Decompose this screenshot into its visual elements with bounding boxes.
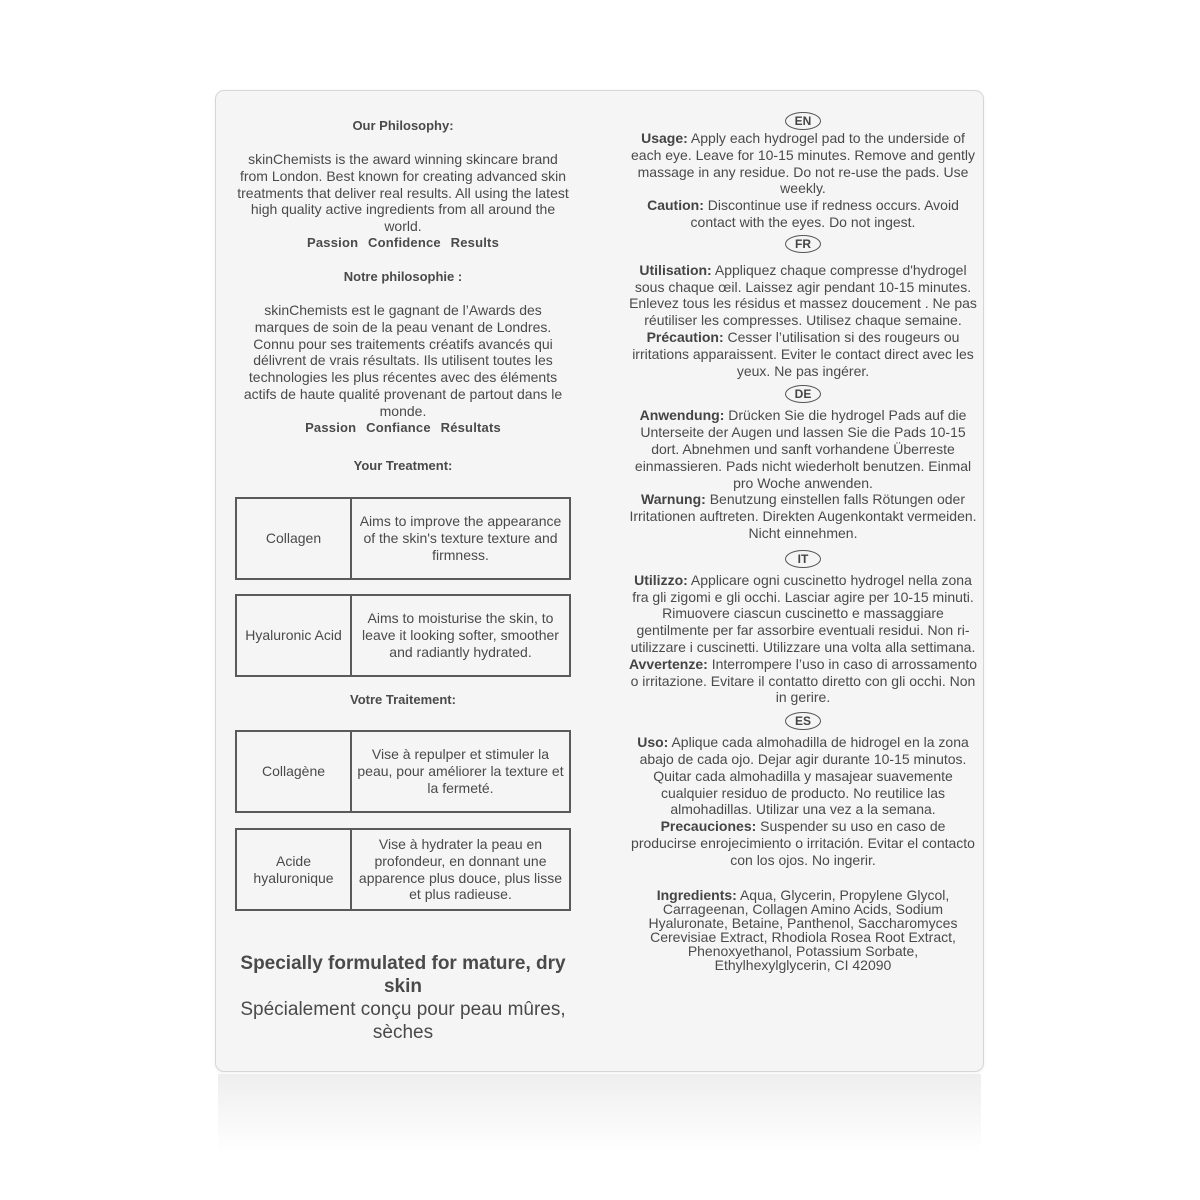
- caution-paragraph: [628, 491, 978, 541]
- usage-label: Usage:: [641, 130, 688, 146]
- usage-text: Applicare ogni cuscinetto hydrogel nella zona fra gli zigomi e gli occhi. Lasciar agire per 10-15 minuti. Rimuovere ciascun cuscinetto e massaggiare gentilmente per far assorbire eventuali residui. Non ri-utilizzare i cuscinetti. Utilizzare una volta alla settimana.: [630, 571, 976, 655]
- instructions-en: [628, 112, 978, 231]
- caution-label: Caution:: [647, 197, 704, 214]
- usage-text: Apply each hydrogel pad to the underside of each eye. Leave for 10-15 minutes. Remove and gently massage in any residue. Do not re-use the pads. Use weekly.: [631, 130, 975, 197]
- ingredients-label: Ingredients:: [656, 887, 737, 904]
- caution-label: Précaution:: [646, 328, 724, 345]
- usage-paragraph: [628, 262, 978, 329]
- ingredient-cell: Hyaluronic Acid: [237, 596, 352, 675]
- treatment-table-row: [235, 497, 571, 580]
- usage-label: Utilisation:: [639, 261, 712, 278]
- caution-label: Warnung:: [641, 491, 706, 508]
- tagline-word: Passion: [306, 234, 359, 250]
- treatment-en-heading: Your Treatment:: [353, 458, 453, 473]
- caution-paragraph: [628, 329, 978, 379]
- philosophy-en-tagline: [236, 235, 570, 251]
- ingredient-cell: Collagen: [237, 499, 352, 578]
- tagline-word: Confiance: [366, 419, 431, 435]
- philosophy-fr-heading: Notre philosophie :: [343, 268, 463, 284]
- usage-label: Uso:: [637, 734, 669, 751]
- language-badge-de: DE: [785, 385, 821, 403]
- usage-text: Appliquez chaque compresse d'hydrogel sous chaque œil. Laissez agir pendant 10-15 minutes. Enlevez tous les résidus et massez doucement . Ne pas réutiliser les compresses. Utilisez chaque semaine.: [629, 261, 977, 329]
- philosophy-fr-text: skinChemists est le gagnant de l’Awards des marques de soin de la peau venant de Londres. Connu pour ses traitements créatifs avancés qui délivrent de vrais résultats. Ils utilisent toutes les technologies les plus récentes avec des éléments actifs de haute qualité provenant de partout dans le monde.: [243, 301, 563, 419]
- instructions-es: [628, 712, 978, 868]
- ingredient-cell: Collagène: [237, 732, 352, 811]
- caution-text: Discontinue use if redness occurs. Avoid contact with the eyes. Do not ingest.: [690, 197, 959, 230]
- formulated-block: [226, 952, 580, 1044]
- benefit-cell: Aims to improve the appearance of the skin's texture texture and firmness.: [359, 513, 562, 563]
- caution-text: Suspender su uso en caso de producirse enrojecimiento o irritación. Evitar el contacto con los ojos. No ingerir.: [631, 818, 975, 868]
- treatment-table-row: [235, 730, 571, 813]
- instructions-it: [628, 550, 978, 706]
- treatment-table-row: [235, 594, 571, 677]
- ingredients-text: Aqua, Glycerin, Propylene Glycol, Carrageenan, Collagen Amino Acids, Sodium Hyaluronate, Betaine, Panthenol, Saccharomyces Cerevisiae Extract, Rhodiola Rosea Root Extract, Phenoxyethanol, Potassium Sorbate, Ethylhexylglycerin, CI 42090: [648, 887, 958, 974]
- tagline-word: Passion: [305, 419, 357, 435]
- tagline-word: Confidence: [368, 234, 441, 250]
- caution-paragraph: [628, 656, 978, 706]
- usage-text: Drücken Sie die hydrogel Pads auf die Unterseite der Augen und lassen Sie die Pads 10-15 dort. Abnehmen und sanft vorhandene Überreste einmassieren. Pads nicht wiederholt benutzen. Einmal pro Woche anwenden.: [634, 407, 972, 491]
- usage-text: Aplique cada almohadilla de hidrogel en la zona abajo de cada ojo. Dejar agir durante 10-15 minutos. Quitar cada almohadilla y masajear suavemente cualquier residuo de producto. No reutilice las almohadillas. Utilizar una vez a la semana.: [639, 734, 969, 818]
- right-column: [628, 112, 978, 972]
- usage-paragraph: [628, 572, 978, 656]
- usage-label: Utilizzo:: [634, 571, 688, 588]
- usage-paragraph: [628, 407, 978, 491]
- language-badge-es: ES: [785, 712, 821, 730]
- language-badge-fr: FR: [785, 235, 821, 253]
- ingredient-cell: Acide hyaluronique: [237, 830, 352, 909]
- benefit-cell: Vise à hydrater la peau en profondeur, en donnant une apparence plus douce, plus lisse et plus radieuse.: [358, 835, 563, 903]
- instructions-fr: [628, 235, 978, 380]
- philosophy-en-heading: Our Philosophy:: [352, 118, 454, 133]
- usage-paragraph: [628, 734, 978, 818]
- philosophy-en-text: skinChemists is the award winning skincare brand from London. Best known for creating advanced skin treatments that deliver real results. All using the latest high quality active ingredients from all around the world.: [237, 151, 569, 235]
- left-column: [236, 108, 570, 436]
- card-reflection: [218, 1074, 981, 1154]
- tagline-word: Résultats: [440, 419, 501, 435]
- formulated-fr: Spécialement conçu pour peau mûres, sèches: [240, 999, 566, 1043]
- tagline-word: Results: [450, 234, 500, 250]
- caution-paragraph: [628, 197, 978, 231]
- treatment-table-row: [235, 828, 571, 911]
- usage-paragraph: [628, 130, 978, 197]
- caution-label: Precauciones:: [660, 818, 757, 835]
- instructions-de: [628, 385, 978, 541]
- caution-label: Avvertenze:: [628, 655, 708, 672]
- language-badge-it: IT: [785, 550, 821, 568]
- language-badge-en: EN: [785, 112, 821, 130]
- ingredients-paragraph: [628, 888, 978, 972]
- treatment-fr-heading: Votre Traitement:: [350, 692, 456, 707]
- formulated-en: Specially formulated for mature, dry skin: [240, 953, 566, 997]
- benefit-cell: Vise à repulper et stimuler la peau, pour améliorer la texture et la fermeté.: [357, 746, 564, 796]
- caution-text: Interrompere l’uso in caso di arrossamento o irritazione. Evitare il contatto diretto con gli occhi. Non in gerire.: [630, 655, 978, 706]
- philosophy-fr-tagline: [236, 420, 570, 436]
- caution-paragraph: [628, 818, 978, 868]
- usage-label: Anwendung:: [639, 407, 725, 424]
- caution-text: Benutzung einstellen falls Rötungen oder Irritationen auftreten. Direkten Augenkontakt vermeiden. Nicht einnehmen.: [629, 491, 977, 541]
- caution-text: Cesser l’utilisation si des rougeurs ou irritations apparaissent. Eviter le contact direct avec les yeux. Ne pas ingérer.: [632, 328, 974, 379]
- benefit-cell: Aims to moisturise the skin, to leave it looking softer, smoother and radiantly hydrated.: [362, 610, 559, 660]
